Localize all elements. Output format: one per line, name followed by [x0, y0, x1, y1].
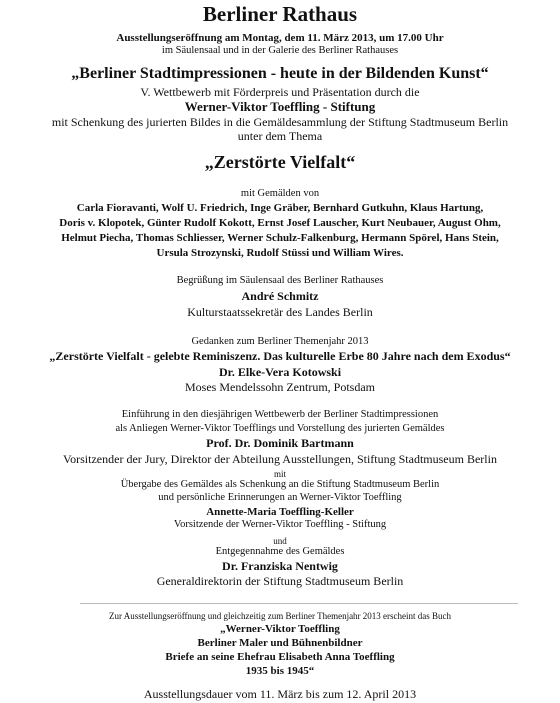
handover-line: Übergabe des Gemäldes als Schenkung an die Stiftung Stadtmuseum Berlin: [120, 479, 440, 490]
thoughts-title: „Zerstörte Vielfalt - gelebte Reminiszenz. Das kulturelle Erbe 80 Jahre nach dem Exodus“: [49, 349, 511, 363]
book-intro: Zur Ausstellungseröffnung und gleichzeitig zum Berliner Themenjahr 2013 erscheint das Buch: [108, 611, 452, 621]
thoughts-role: Moses Mendelssohn Zentrum, Potsdam: [185, 380, 375, 394]
book-line: 1935 bis 1945“: [245, 665, 315, 677]
artist-line: Carla Fioravanti, Wolf U. Friedrich, Inge Gräber, Bernhard Gutkuhn, Klaus Hartung,: [76, 202, 484, 214]
greeting-role: Kulturstaatssekretär des Landes Berlin: [187, 305, 373, 319]
connector-mit: mit: [273, 469, 286, 479]
introduction-role: Vorsitzender der Jury, Direktor der Abteilung Ausstellungen, Stiftung Stadtmuseum Berlin: [63, 452, 497, 466]
book-line: Berliner Maler und Bühnenbildner: [197, 637, 363, 649]
competition-line: V. Wettbewerb mit Förderpreis und Präsentation durch die: [140, 85, 420, 99]
artist-line: Helmut Piecha, Thomas Schliesser, Werner Schulz-Falkenburg, Hermann Spörel, Hans Stein,: [61, 232, 499, 244]
foundation-name: Werner-Viktor Toeffling - Stiftung: [184, 99, 376, 114]
introduction-name: Prof. Dr. Dominik Bartmann: [206, 436, 354, 450]
acceptance-role: Generaldirektorin der Stiftung Stadtmuseum Berlin: [156, 574, 404, 588]
handover-role: Vorsitzende der Werner-Viktor Toeffling - Stiftung: [173, 519, 387, 530]
introduction-line: Einführung in den diesjährigen Wettbewerb der Berliner Stadtimpressionen: [121, 409, 439, 420]
donation-line: mit Schenkung des jurierten Bildes in die Gemäldesammlung der Stiftung Stadtmuseum Berlin: [51, 115, 509, 129]
artist-line: Ursula Strozynski, Rudolf Stüssi und William Wires.: [156, 247, 404, 259]
book-line: Briefe an seine Ehefrau Elisabeth Anna Toeffling: [165, 651, 395, 663]
connector-und: und: [273, 536, 287, 546]
opening-location: im Säulensaal und in der Galerie des Berliner Rathauses: [161, 45, 399, 56]
opening-date: Ausstellungseröffnung am Montag, dem 11. März 2013, um 17.00 Uhr: [116, 32, 444, 44]
paintings-intro: mit Gemälden von: [240, 188, 320, 199]
handover-line: und persönliche Erinnerungen an Werner-Viktor Toeffling: [158, 492, 402, 503]
introduction-line: als Anliegen Werner-Viktor Toefflings und Vorstellung des jurierten Gemäldes: [115, 423, 445, 434]
section-divider: [80, 603, 518, 604]
greeting-name: André Schmitz: [241, 289, 319, 303]
venue-title: Berliner Rathaus: [202, 2, 358, 26]
exhibition-title: „Berliner Stadtimpressionen - heute in der Bildenden Kunst“: [71, 65, 489, 82]
theme-intro: unter dem Thema: [237, 129, 323, 143]
acceptance-intro: Entgegennahme des Gemäldes: [215, 546, 345, 557]
acceptance-name: Dr. Franziska Nentwig: [222, 559, 338, 573]
thoughts-name: Dr. Elke-Vera Kotowski: [218, 365, 342, 379]
exhibition-duration: Ausstellungsdauer vom 11. März bis zum 12. April 2013: [143, 687, 417, 701]
thoughts-intro: Gedanken zum Berliner Themenjahr 2013: [191, 336, 369, 347]
greeting-intro: Begrüßung im Säulensaal des Berliner Rathauses: [176, 275, 384, 286]
book-line: „Werner-Viktor Toeffling: [220, 623, 340, 635]
theme-title: „Zerstörte Vielfalt“: [204, 152, 356, 172]
artist-line: Doris v. Klopotek, Günter Rudolf Kokott, Ernst Josef Lauscher, Kurt Neubauer, August Ohm,: [59, 217, 501, 229]
handover-name: Annette-Maria Toeffling-Keller: [206, 506, 354, 518]
